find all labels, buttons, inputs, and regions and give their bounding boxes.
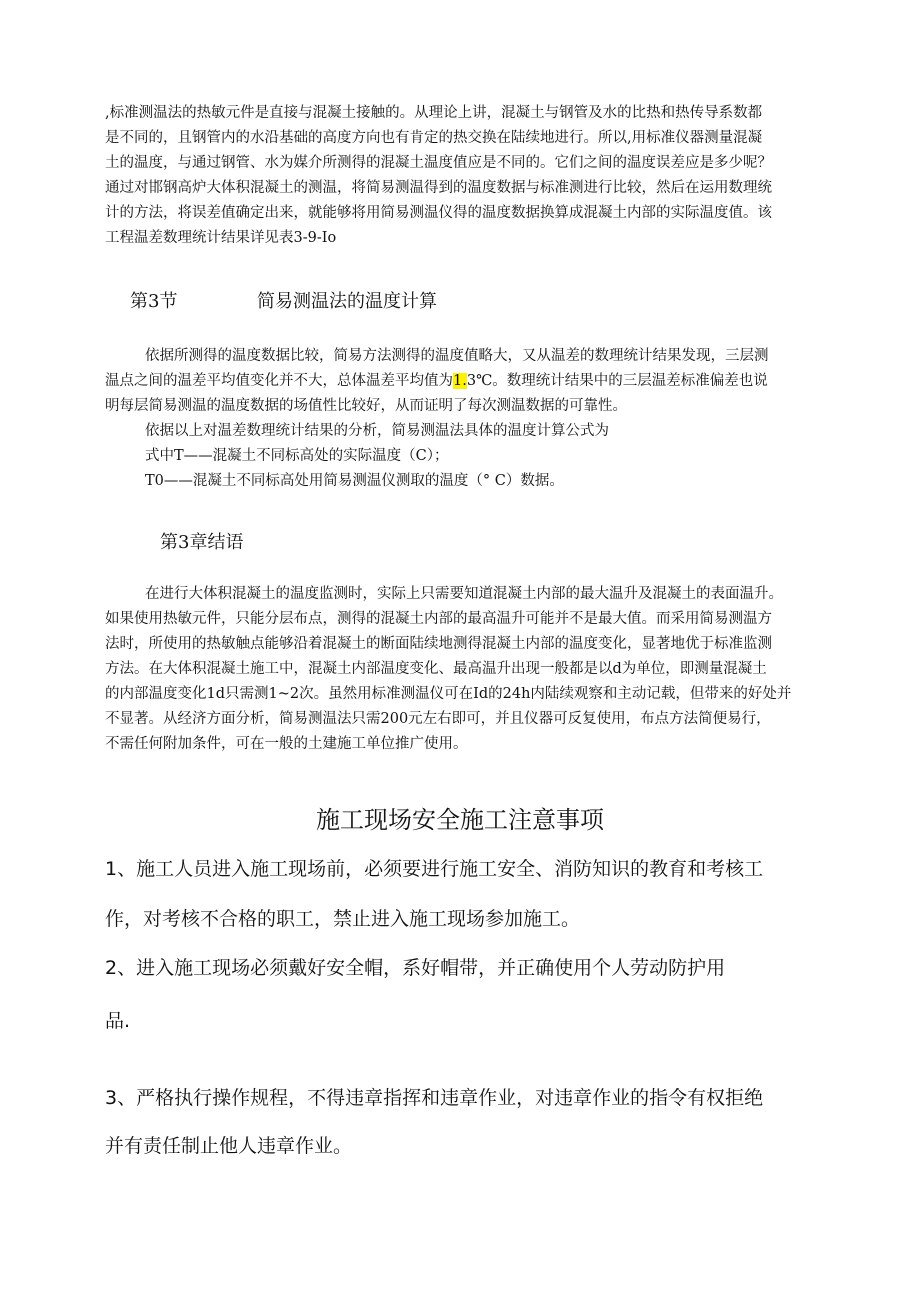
chapter-line: 法时，所使用的热敏触点能够沿着混凝土的断面陆续地测得混凝土内部的温度变化，显著地优于标准监测	[105, 636, 772, 652]
intro-line: 通过对邯钢高炉大体积混凝土的测温，将简易测温得到的温度数据与标准测进行比较，然后在运用数理统	[105, 180, 772, 196]
safety-item-3-line2: 并有责任制止他人违章作业。	[105, 1135, 353, 1157]
chapter-line: 的内部温度变化1d只需测1~2次。虽然用标准测温仪可在Id的24h内陆续观察和主动记载，但带来的好处并	[105, 686, 792, 702]
chapter-paragraph	[105, 582, 817, 757]
item-number: 1	[105, 858, 118, 880]
intro-line: 是不同的，且钢管内的水沿基础的高度方向也有肯定的热交换在陆续地进行。所以,用标准仪器测量混凝	[105, 130, 763, 146]
section-line: 明每层简易测温的温度数据的场值性比较好，从而证明了每次测温数据的可靠性。	[105, 398, 627, 414]
safety-item-2-line2: 品.	[105, 1010, 131, 1032]
section-number: 第3节	[130, 291, 178, 312]
section-paragraph	[105, 344, 817, 494]
formula-line: T0——混凝土不同标高处用简易测温仪测取的温度（° C）数据。	[145, 473, 564, 489]
safety-item-1-line1	[105, 854, 763, 881]
chapter-line: 在进行大体积混凝土的温度监测时，实际上只需要知道混凝土内部的最大温升及混凝土的表面温升。	[145, 586, 783, 602]
item-number: 2	[105, 957, 118, 979]
section-line-highlighted	[105, 369, 817, 394]
safety-item-1-line2: 作，对考核不合格的职工，禁止进入施工现场参加施工。	[105, 908, 581, 930]
item-text: 、进入施工现场必须戴好安全帽，系好帽带，并正确使用个人劳动防护用	[117, 957, 726, 979]
item-text: 、严格执行操作规程，不得违章指挥和违章作业，对违章作业的指令有权拒绝	[117, 1087, 764, 1109]
chapter-line: 方法。在大体积混凝土施工中，混凝土内部温度变化、最高温升出现一般都是以d为单位，即测量混凝土	[105, 661, 767, 677]
safety-title: 施工现场安全施工注意事项	[316, 806, 604, 834]
section-title: 简易测温法的温度计算	[257, 291, 437, 312]
chapter-heading: 第3章结语	[160, 532, 244, 553]
safety-item-3-line1	[105, 1083, 763, 1110]
section-line: 依据所测得的温度数据比较，简易方法测得的温度值略大，又从温差的数理统计结果发现，三层测	[145, 348, 769, 364]
item-text: 、施工人员进入施工现场前，必须要进行施工安全、消防知识的教育和考核工	[117, 858, 764, 880]
item-number: 3	[105, 1087, 118, 1109]
section-line: 依据以上对温差数理统计结果的分析，简易测温法具体的温度计算公式为	[145, 423, 609, 439]
section-text: 3℃。数理统计结果中的三层温差标准偏差也说	[466, 373, 768, 389]
chapter-line: 不显著。从经济方面分析，简易测温法只需200元左右即可，并且仪器可反复使用，布点方法简便易行，	[105, 711, 771, 727]
safety-item-2-line1	[105, 953, 725, 980]
chapter-line: 如果使用热敏元件，只能分层布点，测得的混凝土内部的最高温升可能并不是最大值。而采用简易测温方	[105, 611, 772, 627]
highlighted-value: 1.	[453, 373, 467, 389]
intro-paragraph	[105, 101, 817, 251]
section-heading	[130, 287, 437, 313]
intro-line: ,标准测温法的热敏元件是直接与混凝土接触的。从理论上讲，混凝土与钢管及水的比热和热传导系数都	[105, 105, 763, 121]
intro-line: 计的方法，将误差值确定出来，就能够将用简易测温仪得的温度数据换算成混凝土内部的实际温度值。该	[105, 205, 772, 221]
intro-line: 工程温差数理统计结果详见表3-9-Io	[105, 230, 337, 246]
formula-line: 式中T——混凝土不同标高处的实际温度（C）；	[145, 448, 449, 464]
chapter-line: 不需任何附加条件，可在一般的土建施工单位推广使用。	[105, 736, 468, 752]
section-text: 温点之间的温差平均值变化并不大，总体温差平均值为	[105, 373, 453, 389]
intro-line: 土的温度，与通过钢管、水为媒介所测得的混凝土温度值应是不同的。它们之间的温度误差应是多少呢？	[105, 155, 772, 171]
